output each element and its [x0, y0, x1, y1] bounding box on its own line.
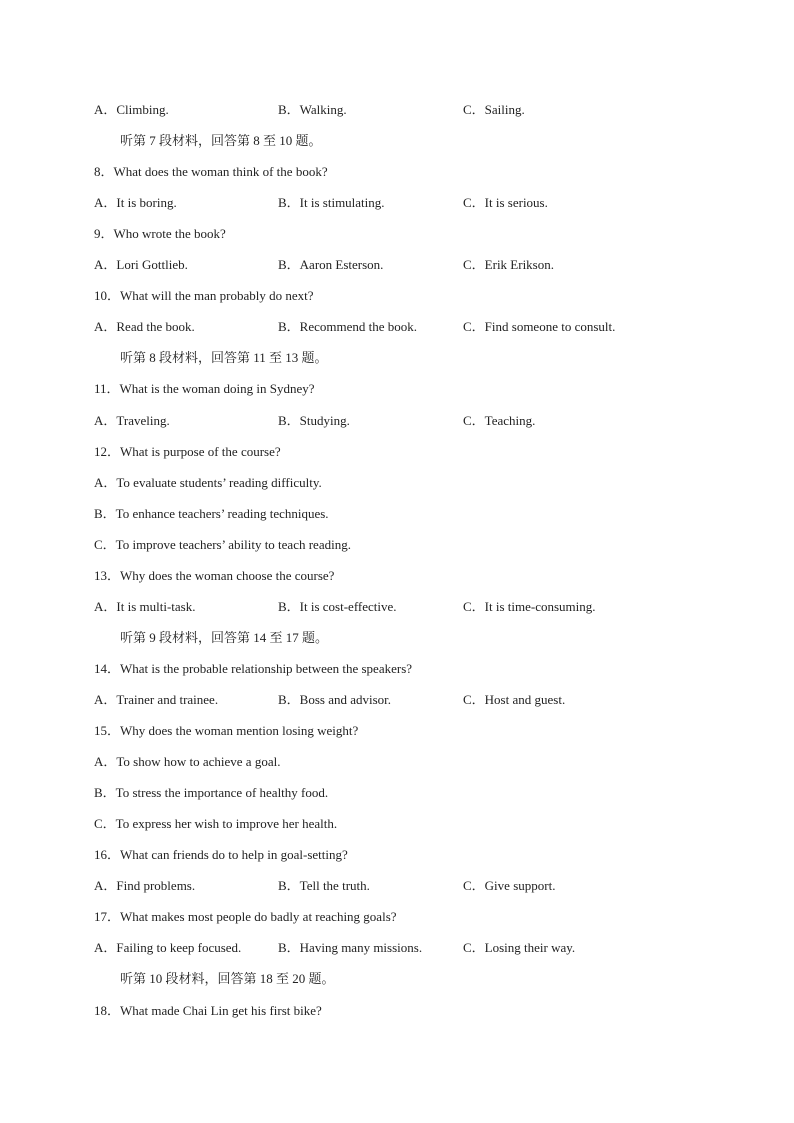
- option-a: A．Trainer and trainee.: [94, 692, 219, 707]
- option-a: A．Traveling.: [94, 412, 170, 428]
- question-row: [0, 814, 794, 834]
- option-a: A．Lori Gottlieb.: [94, 257, 188, 273]
- question-row: [0, 566, 794, 586]
- option-b: B．Studying.: [278, 412, 350, 428]
- question-text: 18．What made Chai Lin get his first bike?: [94, 1002, 322, 1018]
- option-a: A．Find problems.: [94, 878, 196, 894]
- option-a: A．It is boring.: [94, 195, 177, 211]
- question-row: [0, 286, 794, 306]
- options-row: [0, 100, 794, 120]
- section-heading-row: [0, 348, 794, 368]
- question-row: [0, 379, 794, 399]
- option-c: C．Erik Erikson.: [463, 257, 554, 273]
- question-text: 17．What makes most people do badly at reaching goals?: [94, 909, 397, 925]
- option-c: C．Find someone to consult.: [463, 319, 616, 335]
- question-row: [0, 752, 794, 772]
- option-a: A．Read the book.: [94, 319, 195, 335]
- question-row: [0, 162, 794, 182]
- question-row: [0, 721, 794, 741]
- section-heading-row: [0, 969, 794, 989]
- question-text: 12．What is purpose of the course?: [94, 443, 281, 459]
- option-b: B．It is stimulating.: [278, 195, 385, 211]
- option-c: C．Teaching.: [463, 412, 536, 428]
- question-text: 9．Who wrote the book?: [94, 226, 226, 242]
- question-row: [0, 224, 794, 244]
- question-text: 8．What does the woman think of the book?: [94, 164, 328, 180]
- option-b: B．Tell the truth.: [278, 878, 370, 894]
- question-text: 14．What is the probable relationship between the speakers?: [94, 660, 413, 676]
- option-a: A．Failing to keep focused.: [94, 940, 242, 956]
- question-text: 15．Why does the woman mention losing weight?: [94, 723, 359, 738]
- section-heading: 听第 7 段材料，回答第 8 至 10 题。: [120, 133, 322, 149]
- question-row: [0, 659, 794, 679]
- question-text: B．To enhance teachers’ reading techniques.: [94, 505, 329, 521]
- section-heading-row: [0, 628, 794, 648]
- options-row: [0, 938, 794, 958]
- options-row: [0, 317, 794, 337]
- options-row: [0, 597, 794, 617]
- option-c: C．Give support.: [463, 878, 556, 894]
- question-row: [0, 442, 794, 462]
- options-row: [0, 193, 794, 213]
- section-heading-row: [0, 131, 794, 151]
- question-row: [0, 907, 794, 927]
- question-row: [0, 845, 794, 865]
- question-text: 13．Why does the woman choose the course?: [94, 567, 335, 583]
- option-c: C．It is time-consuming.: [463, 598, 596, 614]
- section-heading: 听第 8 段材料，回答第 11 至 13 题。: [120, 350, 328, 366]
- question-text: A．To evaluate students’ reading difficulty.: [94, 474, 322, 490]
- question-row: [0, 1001, 794, 1021]
- option-b: B．It is cost-effective.: [278, 598, 397, 614]
- question-text: 10．What will the man probably do next?: [94, 288, 314, 304]
- options-row: [0, 876, 794, 896]
- question-text: B．To stress the importance of healthy food.: [94, 785, 329, 801]
- section-heading: 听第 9 段材料，回答第 14 至 17 题。: [120, 629, 329, 645]
- option-b: B．Walking.: [278, 102, 347, 117]
- question-text: A．To show how to achieve a goal.: [94, 754, 281, 770]
- question-row: [0, 504, 794, 524]
- option-c: C．Sailing.: [463, 102, 525, 117]
- question-row: [0, 783, 794, 803]
- question-text: C．To improve teachers’ ability to teach reading.: [94, 536, 351, 552]
- options-row: [0, 411, 794, 431]
- option-c: C．It is serious.: [463, 195, 548, 211]
- option-c: C．Losing their way.: [463, 940, 576, 956]
- question-text: 16．What can friends do to help in goal-setting?: [94, 847, 348, 863]
- option-a: A．Climbing.: [94, 102, 169, 117]
- section-heading: 听第 10 段材料，回答第 18 至 20 题。: [120, 971, 335, 987]
- option-b: B．Recommend the book.: [278, 319, 418, 335]
- option-a: A．It is multi-task.: [94, 598, 196, 614]
- options-row: [0, 255, 794, 275]
- question-row: [0, 473, 794, 493]
- question-text: C．To express her wish to improve her health.: [94, 816, 338, 832]
- option-b: B．Having many missions.: [278, 940, 423, 956]
- option-b: B．Boss and advisor.: [278, 692, 392, 707]
- option-b: B．Aaron Esterson.: [278, 257, 384, 273]
- question-text: 11．What is the woman doing in Sydney?: [94, 381, 315, 397]
- option-c: C．Host and guest.: [463, 692, 566, 707]
- options-row: [0, 690, 794, 710]
- question-row: [0, 535, 794, 555]
